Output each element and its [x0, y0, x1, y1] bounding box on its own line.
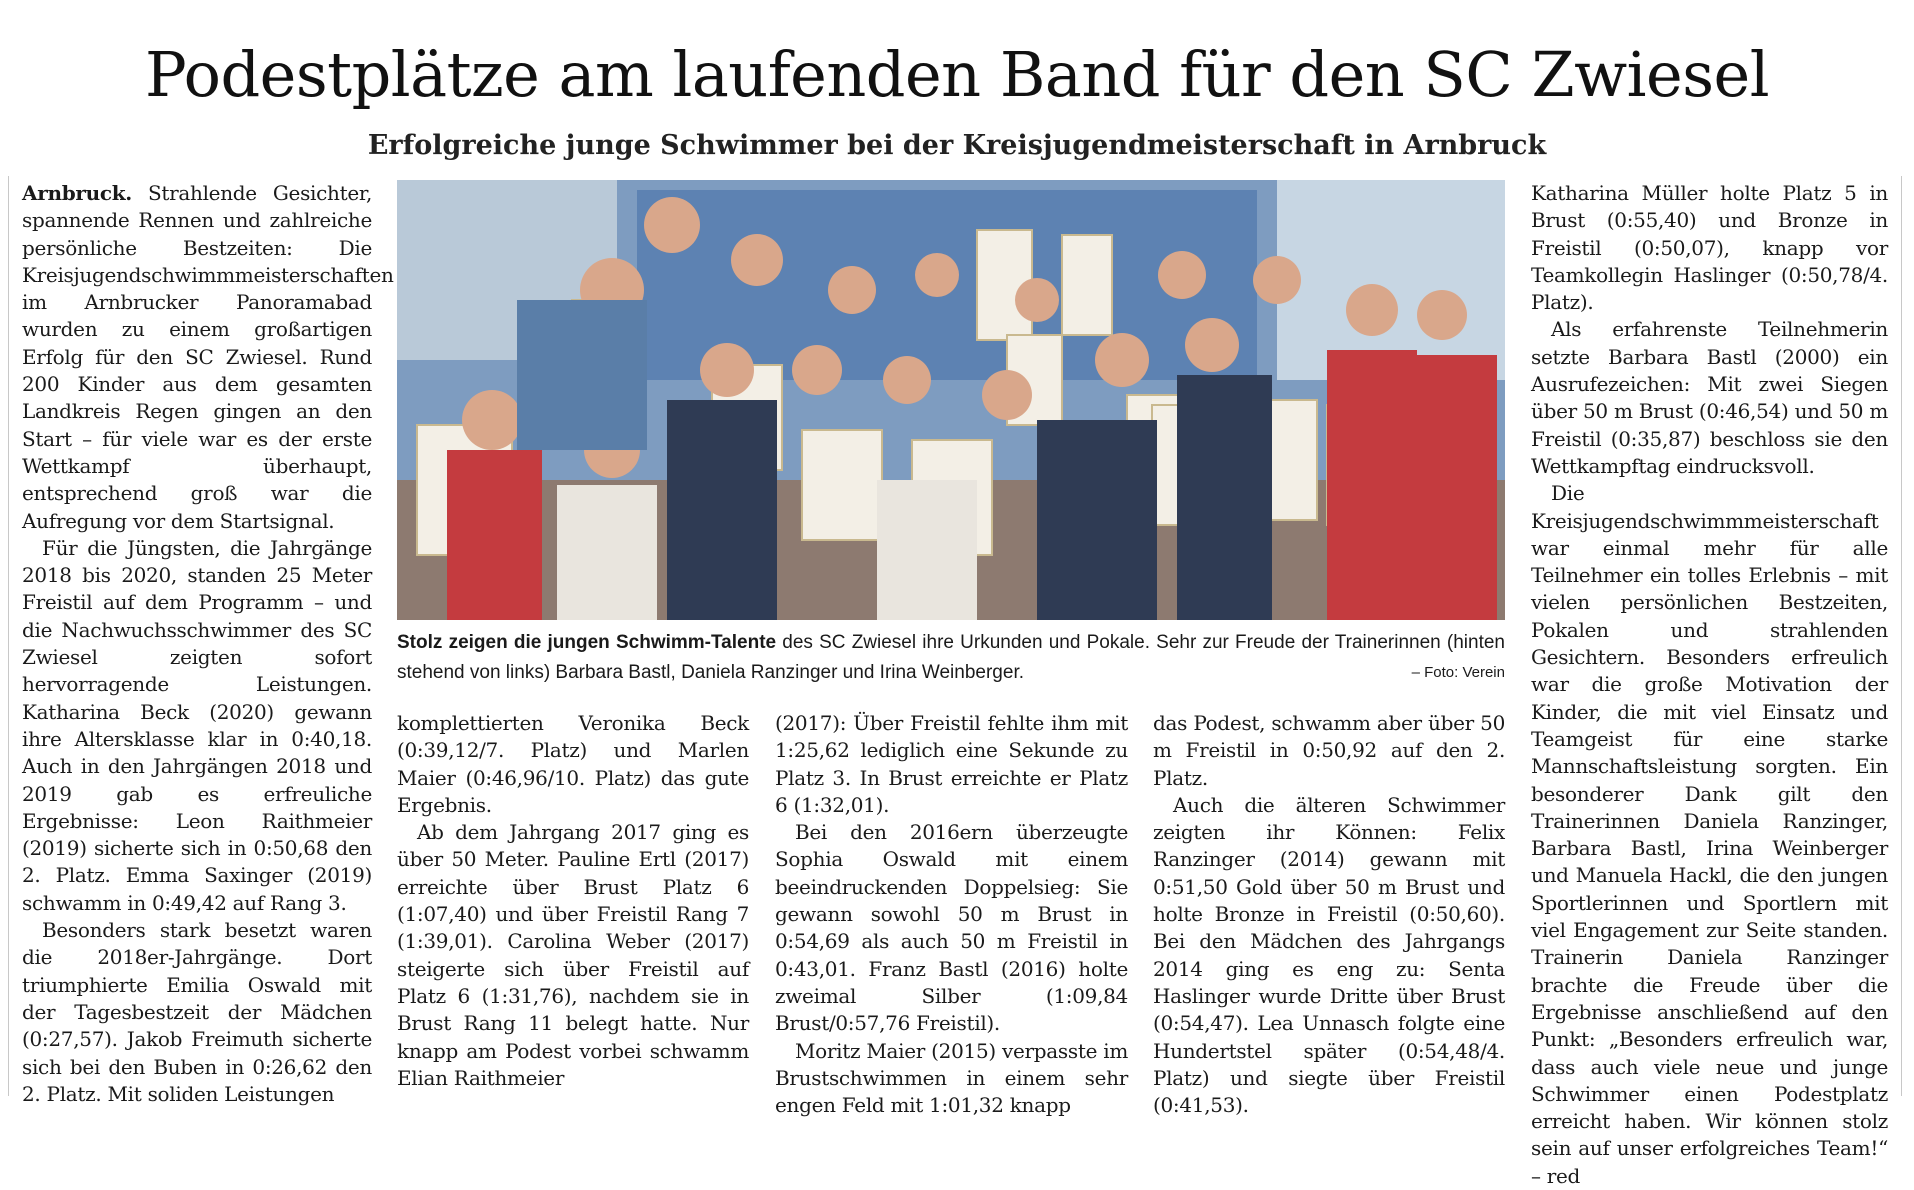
- photo-caption: [397, 628, 1505, 688]
- photo-credit: – Foto: Verein: [1411, 664, 1505, 681]
- article-column-3: [775, 710, 1128, 1119]
- paragraph: (2017): Über Freistil fehlte ihm mit 1:25,62 lediglich eine Sekunde zu Platz 3. In Brust erreichte er Platz 6 (1:32,01).: [775, 711, 1128, 817]
- subheadline: Erfolgreiche junge Schwimmer bei der Kreisjugendmeisterschaft in Arnbruck: [367, 130, 1547, 161]
- paragraph: das Podest, schwamm aber über 50 m Freistil in 0:50,92 auf den 2. Platz.: [1153, 711, 1505, 790]
- caption-lead: Stolz zeigen die jungen Schwimm-Talente: [397, 632, 777, 653]
- team-photo: [397, 180, 1505, 620]
- paragraph: Besonders stark besetzt waren die 2018er-Jahrgänge. Dort triumphierte Emilia Oswald mit der Tagesbestzeit der Mädchen (0:27,57). Jakob Freimuth sicherte sich bei den Buben in 0:26,62 den 2. Platz. Mit soliden Leistungen: [22, 918, 372, 1106]
- paragraph: Als erfahrenste Teilnehmerin setzte Barbara Bastl (2000) ein Ausrufezeichen: Mit zwei Siegen über 50 m Brust (0:46,54) und 50 m Freistil (0:35,87) beschloss sie den Wettkampftag eindrucksvoll.: [1531, 317, 1888, 478]
- paragraph-intro-text: Strahlende Gesichter, spannende Rennen und zahlreiche persönliche Bestzeiten: Die Kreisjugendschwimmmeisterschaften im Arnbrucker Panoramabad wurden zu einem großartigen Erfolg für den SC Zwiesel. Rund 200 Kinder aus dem gesamten Landkreis Regen gingen an den Start – für viele war es der erste Wettkampf überhaupt, entsprechend groß war die Aufregung vor dem Startsignal.: [22, 181, 394, 533]
- team-photo-illustration: [397, 180, 1505, 620]
- right-column-rule: [1901, 176, 1902, 1096]
- paragraph: Ab dem Jahrgang 2017 ging es über 50 Meter. Pauline Ertl (2017) erreichte über Brust Platz 6 (1:07,40) und über Freistil Rang 7 (1:39,01). Carolina Weber (2017) steigerte sich über Freistil auf Platz 6 (1:31,76), nachdem sie in Brust Rang 11 belegt hatte. Nur knapp am Podest vorbei schwamm Elian Raithmeier: [397, 820, 749, 1090]
- paragraph: Die Kreisjugendschwimmmeisterschaft war einmal mehr für alle Teilnehmer ein tolles Erlebnis – mit vielen persönlichen Bestzeiten, Pokalen und strahlenden Gesichtern. Besonders erfreulich war die große Motivation der Kinder, die mit viel Einsatz und Teamgeist für eine starke Mannschaftsleistung sorgten. Ein besonderer Dank gilt den Trainerinnen Daniela Ranzinger, Barbara Bastl, Irina Weinberger und Manuela Hackl, die den jungen Sportlerinnen und Sportlern mit viel Engagement zur Seite standen. Trainerin Daniela Ranzinger brachte die Freude über die Ergebnisse anschließend auf den Punkt: „Besonders erfreulich war, dass auch viele neue und junge Schwimmer einen Podestplatz erreicht haben. Wir können stolz sein auf unser erfolgreiches Team!“ – red: [1531, 481, 1888, 1188]
- paragraph: komplettierten Veronika Beck (0:39,12/7. Platz) und Marlen Maier (0:46,96/10. Platz) das gute Ergebnis.: [397, 711, 749, 817]
- dateline: Arnbruck.: [22, 181, 132, 205]
- paragraph: Für die Jüngsten, die Jahrgänge 2018 bis 2020, standen 25 Meter Freistil auf dem Programm – und die Nachwuchsschwimmer des SC Zwiesel zeigten sofort hervorragende Leistungen. Katharina Beck (2020) gewann ihre Altersklasse klar in 0:40,18. Auch in den Jahrgängen 2018 und 2019 gab es erfreuliche Ergebnisse: Leon Raithmeier (2019) sicherte sich in 0:50,68 den 2. Platz. Emma Saxinger (2019) schwamm in 0:49,42 auf Rang 3.: [22, 535, 372, 915]
- paragraph: Bei den 2016ern überzeugte Sophia Oswald mit einem beeindruckenden Doppelsieg: Sie gewann sowohl 50 m Brust in 0:54,69 als auch 50 m Freistil in 0:43,01. Franz Bastl (2016) holte zweimal Silber (1:09,84 Brust/0:57,76 Freistil).: [775, 820, 1128, 1036]
- article-column-4: [1153, 710, 1505, 1119]
- paragraph: Moritz Maier (2015) verpasste im Brustschwimmen in einem sehr engen Feld mit 1:01,32 knapp: [775, 1038, 1128, 1118]
- caption-text: des SC Zwiesel ihre Urkunden und Pokale. Sehr zur Freude der Trainerinnen (hinten stehend von links) Barbara Bastl, Daniela Ranzinger und Irina Weinberger.: [397, 632, 1505, 683]
- article-column-2: [397, 710, 749, 1092]
- paragraph: Auch die älteren Schwimmer zeigten ihr Können: Felix Ranzinger (2014) gewann mit 0:51,50 Gold über 50 m Brust und holte Bronze in Freistil (0:50,60). Bei den Mädchen des Jahrgangs 2014 ging es eng zu: Senta Haslinger wurde Dritte über Brust (0:54,47). Lea Unnasch folgte eine Hundertstel später (0:54,48/4. Platz) und siegte über Freistil (0:41,53).: [1153, 792, 1505, 1118]
- article-column-5: [1531, 180, 1888, 1190]
- paragraph-intro: [22, 180, 394, 535]
- paragraph: Katharina Müller holte Platz 5 in Brust (0:55,40) und Bronze in Freistil (0:50,07), knapp vor Teamkollegin Haslinger (0:50,78/4. Platz).: [1531, 181, 1888, 315]
- headline: Podestplätze am laufenden Band für den SC Zwiesel: [144, 38, 1770, 111]
- article-column-1: [22, 180, 394, 1108]
- left-column-rule: [8, 176, 9, 1096]
